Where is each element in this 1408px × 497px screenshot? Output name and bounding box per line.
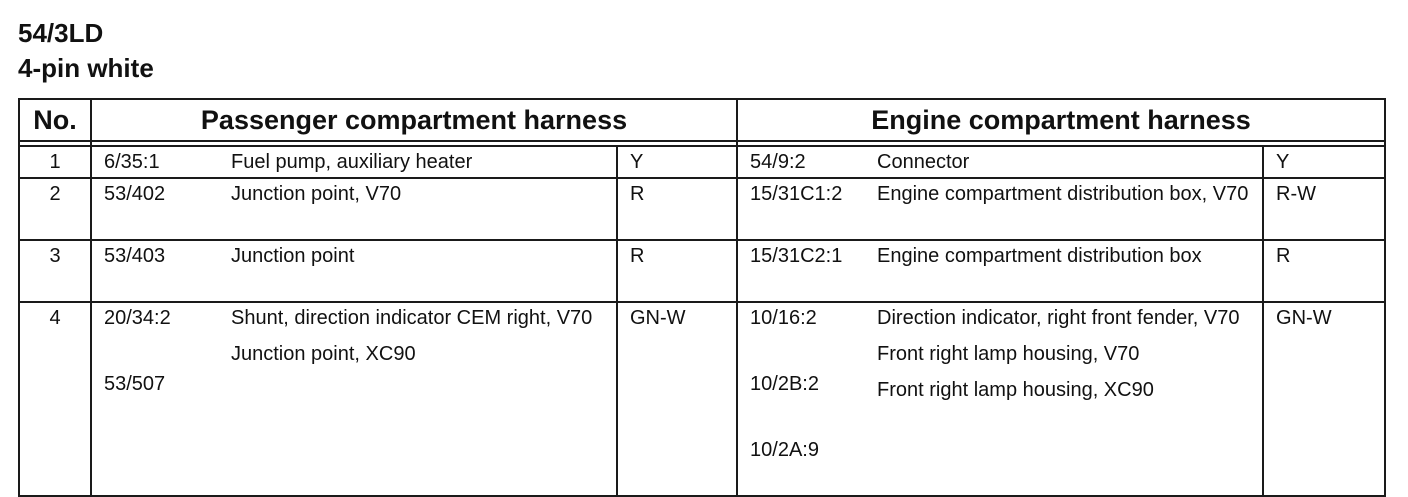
- engine-code: 15/31C1:2: [750, 183, 843, 205]
- passenger-code-cell: [91, 178, 231, 240]
- pin-number: 2: [19, 178, 91, 240]
- header-no: No.: [19, 99, 91, 141]
- passenger-code: 53/507: [104, 373, 166, 395]
- passenger-desc-cell: [231, 178, 617, 240]
- engine-desc: Front right lamp housing, V70: [877, 343, 1140, 365]
- table-row: [19, 240, 1385, 302]
- engine-code-cell: [737, 240, 877, 302]
- engine-desc-cell: [877, 178, 1263, 240]
- passenger-wire-color: R: [617, 178, 737, 240]
- engine-code-cell: [737, 146, 877, 178]
- passenger-code: 6/35:1: [104, 151, 160, 173]
- engine-wire-color: R-W: [1263, 178, 1385, 240]
- passenger-code: 53/403: [104, 245, 166, 267]
- engine-desc: Direction indicator, right front fender, V70: [877, 307, 1240, 329]
- passenger-desc: Shunt, direction indicator CEM right, V70: [231, 307, 593, 329]
- passenger-desc: Junction point: [231, 245, 355, 267]
- engine-code: 10/2B:2: [750, 373, 819, 395]
- engine-desc-cell: [877, 240, 1263, 302]
- engine-code: 10/2A:9: [750, 439, 819, 461]
- passenger-desc: Fuel pump, auxiliary heater: [231, 151, 473, 173]
- header-passenger: Passenger compartment harness: [91, 99, 737, 141]
- connector-description: 4-pin white: [18, 53, 154, 83]
- engine-desc: Connector: [877, 151, 970, 173]
- connector-code: 54/3LD: [18, 18, 104, 48]
- engine-wire-color: GN-W: [1263, 302, 1385, 496]
- passenger-wire-color: R: [617, 240, 737, 302]
- passenger-code-cell: [91, 146, 231, 178]
- passenger-code: 53/402: [104, 183, 166, 205]
- engine-desc: Front right lamp housing, XC90: [877, 379, 1154, 401]
- passenger-desc: Junction point, V70: [231, 183, 402, 205]
- engine-code: 54/9:2: [750, 151, 806, 173]
- passenger-code: 20/34:2: [104, 307, 171, 329]
- engine-desc-cell: [877, 302, 1263, 496]
- engine-code-cell: [737, 178, 877, 240]
- pin-number: 3: [19, 240, 91, 302]
- passenger-desc-cell: [231, 146, 617, 178]
- engine-code: 10/16:2: [750, 307, 817, 329]
- passenger-desc: Junction point, XC90: [231, 343, 416, 365]
- engine-code: 15/31C2:1: [750, 245, 843, 267]
- passenger-code-cell: [91, 302, 231, 496]
- engine-wire-color: Y: [1263, 146, 1385, 178]
- header-row: [19, 99, 1385, 141]
- header-engine: Engine compartment harness: [737, 99, 1385, 141]
- engine-code-cell: [737, 302, 877, 496]
- pin-number: 1: [19, 146, 91, 178]
- pin-number: 4: [19, 302, 91, 496]
- table-row: [19, 146, 1385, 178]
- engine-wire-color: R: [1263, 240, 1385, 302]
- table-row: [19, 302, 1385, 496]
- passenger-wire-color: Y: [617, 146, 737, 178]
- engine-desc: Engine compartment distribution box, V70: [877, 183, 1249, 205]
- pin-table: [18, 98, 1386, 497]
- table-row: [19, 178, 1385, 240]
- passenger-desc-cell: [231, 240, 617, 302]
- table-body: [19, 146, 1385, 496]
- engine-desc-cell: [877, 146, 1263, 178]
- passenger-desc-cell: [231, 302, 617, 496]
- passenger-code-cell: [91, 240, 231, 302]
- engine-desc: Engine compartment distribution box: [877, 245, 1202, 267]
- passenger-wire-color: GN-W: [617, 302, 737, 496]
